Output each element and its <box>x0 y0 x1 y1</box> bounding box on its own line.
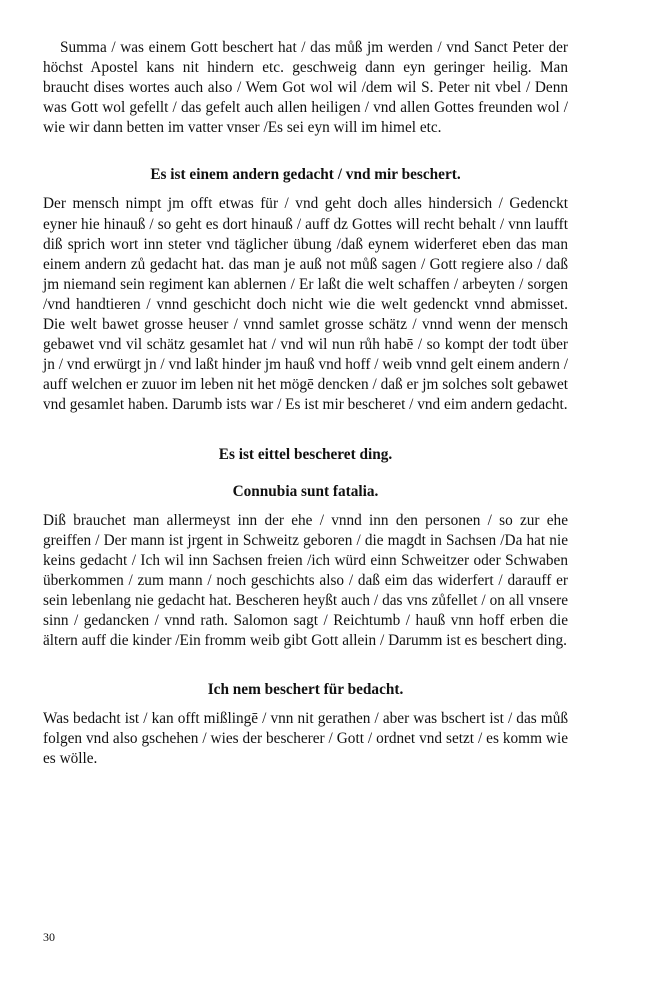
paragraph-diss-brauchet: Diß brauchet man allermeyst inn der ehe / vnnd inn den personen / so zur ehe greiffen / Der mann ist jrgent in Schweitz geboren / die magdt in Sachsen /Da hat nie keins gedacht / Ich wil inn Sachsen freien /ich würd einn Schweitzer oder Schwaben überkommen / zum mann / noch geschichts also / daß eim das widerfert / darauff er sein lebenlang nie gedacht hat. Bescheren heyßt auch / das vns zůfellet / on all vnsere sinn / gedancken / vnnd rath. Salomon sagt / Reichtumb / hauß vnn hoff erben die ältern auff die kinder /Ein fromm weib gibt Gott allein / Darumm ist es beschert ding. <box>43 511 568 650</box>
page-number: 30 <box>43 930 55 944</box>
heading-einem-andern-gedacht: Es ist einem andern gedacht / vnd mir beschert. <box>150 166 461 184</box>
paragraph-summa: Summa / was einem Gott beschert hat / das můß jm werden / vnd Sanct Peter der höchst Apostel kans nit hindern etc. geschweig dann eyn geringer heilig. Man braucht dises wortes auch also / Wem Got wol wil /dem wil S. Peter nit vbel / Denn was Gott wol gefellt / das gefelt auch allen heiligen / vnd allen Gottes freunden wol / wie wir dann betten im vatter vnser /Es sei eyn will im himel etc. <box>43 39 568 137</box>
page-text-block <box>43 38 568 769</box>
heading-nem-beschert: Ich nem beschert für bedacht. <box>207 681 404 699</box>
paragraph-was-bedacht: Was bedacht ist / kan offt mißlingē / vnn nit gerathen / aber was bschert ist / das můß folgen vnd also gschehen / wies der bescherer / Gott / ordnet vnd setzt / es komm wie es wölle. <box>43 710 568 768</box>
paragraph-der-mensch: Der mensch nimpt jm offt etwas für / vnd geht doch alles hindersich / Gedenckt eyner hie hinauß / so geht es dort hinauß / auff dz Gottes will recht behalt / vnn laufft diß sprich wort inn steter vnd täglicher übung /daß eynem widerferet eben das man einem andern zů gedacht hat. das man je auß not můß sagen / Gott regiere also / daß jm niemand sein regiment kan ablernen / Er laßt die welt schaffen / arbeyten / sorgen /vnd handtieren / vnnd geschicht doch nicht wie die welt gedenckt vnnd abmisset. Die welt bawet grosse heuser / vnnd samlet grosse schätz / vnnd wenn der mensch gebawet vnd vil schätz gesamlet hat / vnd wil nun růh habē / so kompt der todt über jn / vnd erwürgt jn / vnd laßt hinder jm hauß vnd hoff / weib vnnd gelt einem andern / auff welchen er zuuor im leben nit het mögē dencken / daß er jm solches solt gebawet vnd gesamlet haben. Darumb ists war / Es ist mir bescheret / vnd eim andern gedacht. <box>43 195 568 414</box>
heading-connubia-sunt-fatalia: Connubia sunt fatalia. <box>232 482 379 500</box>
heading-eittel-bescheret-ding: Es ist eittel bescheret ding. <box>218 445 393 463</box>
